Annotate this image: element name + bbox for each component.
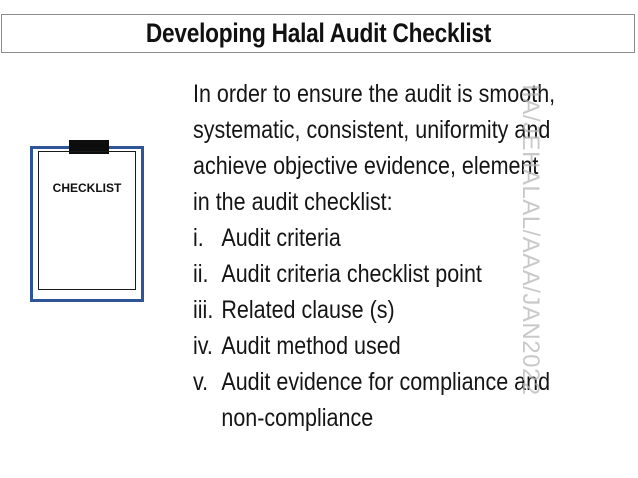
list-item-text: Audit criteria bbox=[221, 224, 341, 252]
list-item bbox=[193, 220, 554, 256]
list-marker: i. bbox=[193, 224, 204, 252]
intro-line: achieve objective evidence, element bbox=[193, 152, 539, 180]
list-item bbox=[193, 328, 554, 364]
list-item-continuation: non-compliance bbox=[221, 404, 374, 432]
list-marker: iii. bbox=[193, 296, 214, 324]
intro-line: systematic, consistent, uniformity and bbox=[193, 116, 551, 144]
list-item bbox=[193, 292, 554, 328]
list-item-text: Audit evidence for compliance and bbox=[221, 368, 551, 396]
title-bar bbox=[1, 14, 635, 53]
clipboard-label: CHECKLIST bbox=[52, 181, 122, 195]
slide-title: Developing Halal Audit Checklist bbox=[145, 18, 491, 48]
list-marker: ii. bbox=[193, 260, 209, 288]
list-item-text: Audit method used bbox=[221, 332, 401, 360]
list-marker: iv. bbox=[193, 332, 213, 360]
clipboard-paper bbox=[38, 151, 136, 290]
list-item-text: Audit criteria checklist point bbox=[221, 260, 482, 288]
intro-line: In order to ensure the audit is smooth, bbox=[193, 80, 556, 108]
list-item-text: Related clause (s) bbox=[221, 296, 395, 324]
intro-line: in the audit checklist: bbox=[193, 188, 393, 216]
clipboard-icon bbox=[30, 146, 144, 302]
list-marker: v. bbox=[193, 368, 209, 396]
slide-body bbox=[193, 76, 613, 436]
watermark: IIA/JEHALAL/AAA/JAN2022 bbox=[517, 84, 544, 396]
list-item bbox=[193, 256, 554, 292]
list-item bbox=[193, 364, 554, 400]
